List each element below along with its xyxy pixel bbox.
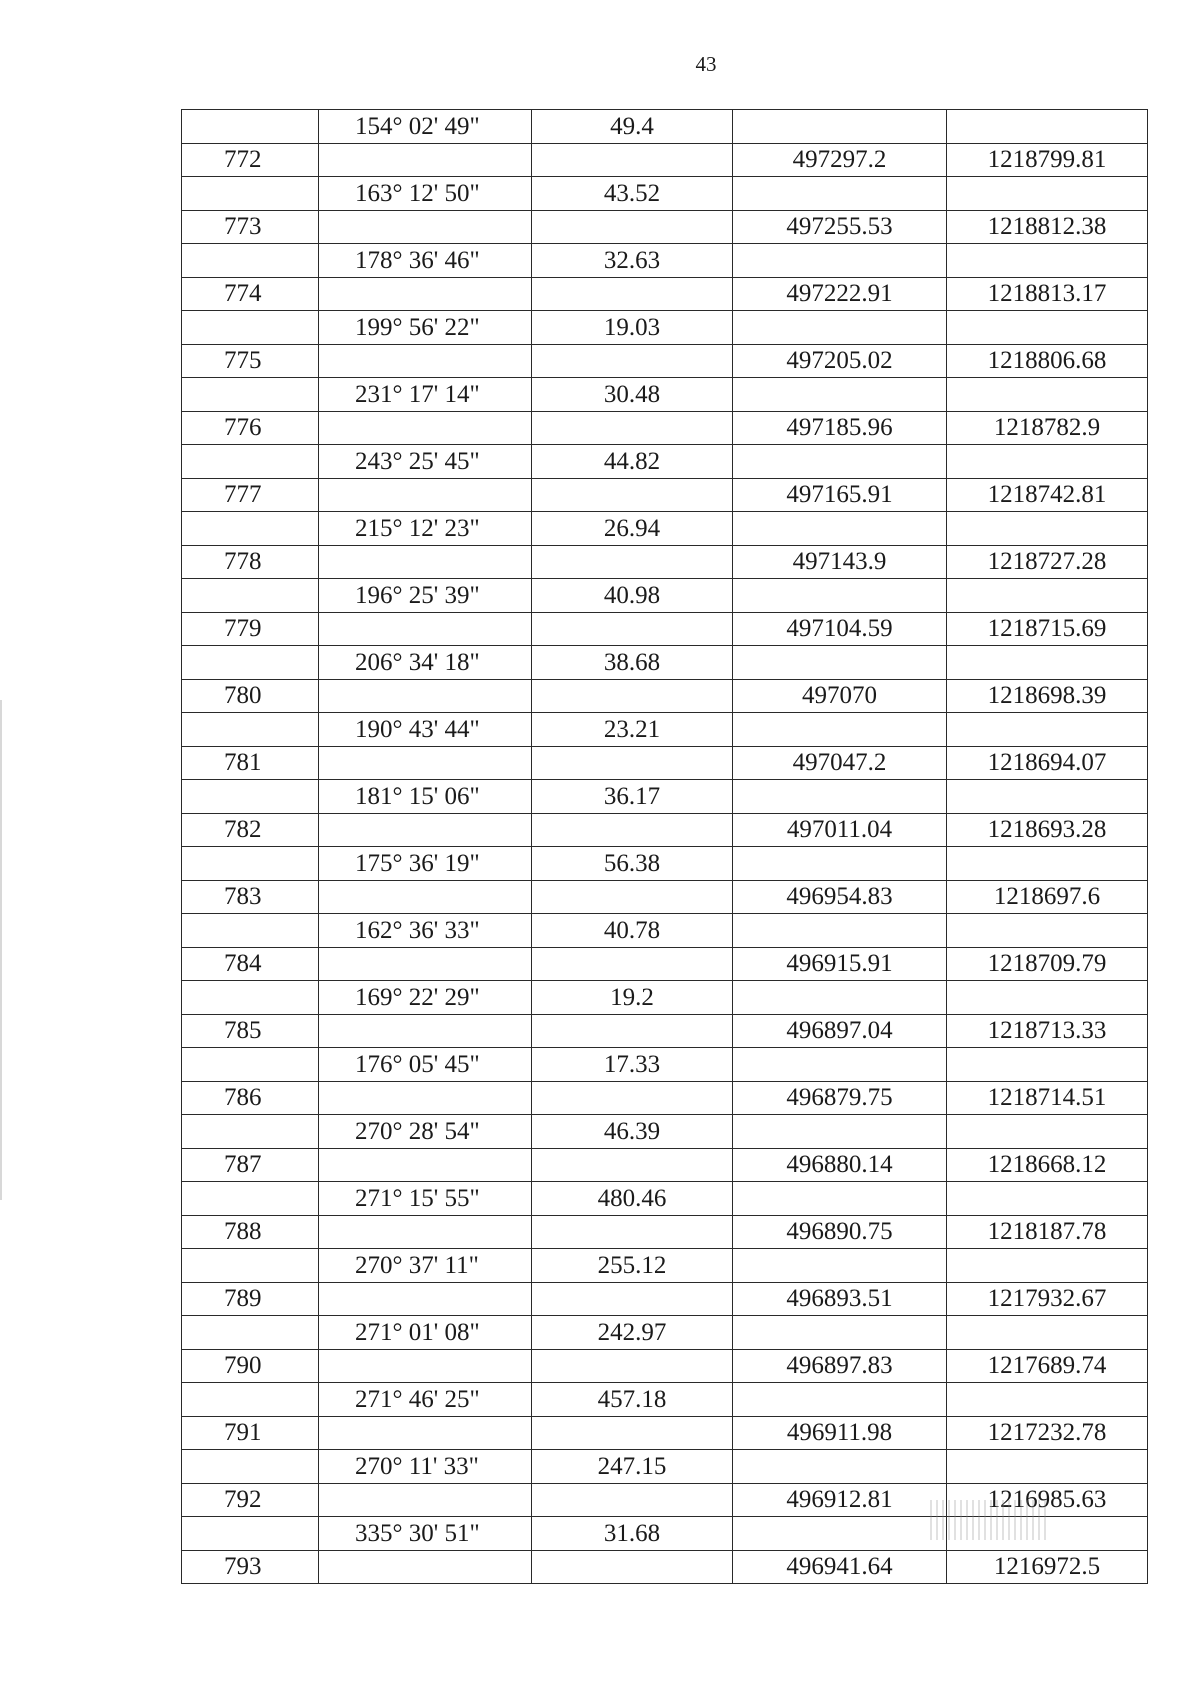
distance-cell: 56.38 — [532, 847, 733, 881]
x-coordinate-cell — [733, 1048, 947, 1082]
distance-cell: 17.33 — [532, 1048, 733, 1082]
bearing-cell — [319, 478, 532, 512]
point-number-cell: 788 — [182, 1215, 319, 1249]
bearing-cell — [319, 210, 532, 244]
x-coordinate-cell — [733, 713, 947, 747]
segment-row — [182, 177, 1148, 211]
point-number-cell — [182, 1249, 319, 1283]
point-row — [182, 1483, 1148, 1517]
bearing-cell — [319, 947, 532, 981]
distance-cell: 40.78 — [532, 914, 733, 948]
y-coordinate-cell: 1218187.78 — [947, 1215, 1148, 1249]
y-coordinate-cell — [947, 1048, 1148, 1082]
point-row — [182, 277, 1148, 311]
y-coordinate-cell — [947, 311, 1148, 345]
page-number: 43 — [695, 52, 717, 76]
point-row — [182, 746, 1148, 780]
bearing-cell: 154° 02' 49" — [319, 110, 532, 144]
point-number-cell: 775 — [182, 344, 319, 378]
distance-cell: 26.94 — [532, 512, 733, 546]
x-coordinate-cell — [733, 847, 947, 881]
point-number-cell — [182, 780, 319, 814]
distance-cell: 23.21 — [532, 713, 733, 747]
distance-cell — [532, 1282, 733, 1316]
y-coordinate-cell: 1217689.74 — [947, 1349, 1148, 1383]
distance-cell — [532, 143, 733, 177]
point-number-cell — [182, 1517, 319, 1551]
y-coordinate-cell: 1218709.79 — [947, 947, 1148, 981]
x-coordinate-cell — [733, 512, 947, 546]
point-number-cell: 780 — [182, 679, 319, 713]
point-row — [182, 947, 1148, 981]
distance-cell — [532, 210, 733, 244]
x-coordinate-cell — [733, 981, 947, 1015]
y-coordinate-cell: 1216972.5 — [947, 1550, 1148, 1584]
point-number-cell — [182, 1182, 319, 1216]
distance-cell — [532, 478, 733, 512]
distance-cell — [532, 947, 733, 981]
distance-cell: 30.48 — [532, 378, 733, 412]
y-coordinate-cell: 1218806.68 — [947, 344, 1148, 378]
point-row — [182, 1550, 1148, 1584]
x-coordinate-cell: 496941.64 — [733, 1550, 947, 1584]
distance-cell — [532, 545, 733, 579]
point-number-cell: 793 — [182, 1550, 319, 1584]
y-coordinate-cell: 1218813.17 — [947, 277, 1148, 311]
x-coordinate-cell — [733, 110, 947, 144]
point-number-cell — [182, 512, 319, 546]
bearing-cell: 178° 36' 46" — [319, 244, 532, 278]
y-coordinate-cell: 1218694.07 — [947, 746, 1148, 780]
segment-row — [182, 713, 1148, 747]
point-number-cell: 792 — [182, 1483, 319, 1517]
bearing-cell: 181° 15' 06" — [319, 780, 532, 814]
coordinates-table — [181, 109, 1148, 1584]
y-coordinate-cell: 1218668.12 — [947, 1148, 1148, 1182]
y-coordinate-cell: 1218698.39 — [947, 679, 1148, 713]
coordinates-table-body — [182, 110, 1148, 1584]
point-number-cell: 790 — [182, 1349, 319, 1383]
y-coordinate-cell — [947, 1383, 1148, 1417]
bearing-cell — [319, 746, 532, 780]
point-number-cell: 782 — [182, 813, 319, 847]
distance-cell — [532, 411, 733, 445]
distance-cell: 46.39 — [532, 1115, 733, 1149]
y-coordinate-cell: 1218782.9 — [947, 411, 1148, 445]
bearing-cell: 190° 43' 44" — [319, 713, 532, 747]
bearing-cell — [319, 1550, 532, 1584]
point-number-cell — [182, 445, 319, 479]
y-coordinate-cell — [947, 1316, 1148, 1350]
segment-row — [182, 646, 1148, 680]
point-row — [182, 478, 1148, 512]
y-coordinate-cell: 1218727.28 — [947, 545, 1148, 579]
distance-cell: 19.2 — [532, 981, 733, 1015]
x-coordinate-cell: 496880.14 — [733, 1148, 947, 1182]
segment-row — [182, 981, 1148, 1015]
x-coordinate-cell — [733, 244, 947, 278]
bearing-cell: 270° 28' 54" — [319, 1115, 532, 1149]
y-coordinate-cell — [947, 579, 1148, 613]
segment-row — [182, 1048, 1148, 1082]
distance-cell: 32.63 — [532, 244, 733, 278]
x-coordinate-cell — [733, 914, 947, 948]
y-coordinate-cell — [947, 378, 1148, 412]
x-coordinate-cell: 496893.51 — [733, 1282, 947, 1316]
point-number-cell — [182, 177, 319, 211]
bearing-cell — [319, 1282, 532, 1316]
segment-row — [182, 1249, 1148, 1283]
distance-cell — [532, 1081, 733, 1115]
point-number-cell: 774 — [182, 277, 319, 311]
point-number-cell — [182, 1316, 319, 1350]
bearing-cell: 162° 36' 33" — [319, 914, 532, 948]
distance-cell — [532, 1148, 733, 1182]
x-coordinate-cell — [733, 1316, 947, 1350]
x-coordinate-cell: 497205.02 — [733, 344, 947, 378]
x-coordinate-cell: 497011.04 — [733, 813, 947, 847]
bearing-cell — [319, 344, 532, 378]
point-number-cell — [182, 579, 319, 613]
point-number-cell: 783 — [182, 880, 319, 914]
point-number-cell: 786 — [182, 1081, 319, 1115]
y-coordinate-cell — [947, 177, 1148, 211]
distance-cell — [532, 344, 733, 378]
bearing-cell: 169° 22' 29" — [319, 981, 532, 1015]
y-coordinate-cell: 1218714.51 — [947, 1081, 1148, 1115]
x-coordinate-cell: 496954.83 — [733, 880, 947, 914]
point-number-cell — [182, 1048, 319, 1082]
distance-cell: 40.98 — [532, 579, 733, 613]
point-number-cell: 785 — [182, 1014, 319, 1048]
distance-cell — [532, 1014, 733, 1048]
x-coordinate-cell: 496897.83 — [733, 1349, 947, 1383]
distance-cell: 242.97 — [532, 1316, 733, 1350]
distance-cell: 480.46 — [532, 1182, 733, 1216]
point-row — [182, 1349, 1148, 1383]
point-number-cell — [182, 713, 319, 747]
y-coordinate-cell — [947, 847, 1148, 881]
point-number-cell: 777 — [182, 478, 319, 512]
point-row — [182, 545, 1148, 579]
x-coordinate-cell: 497070 — [733, 679, 947, 713]
bearing-cell: 243° 25' 45" — [319, 445, 532, 479]
segment-row — [182, 1383, 1148, 1417]
point-number-cell — [182, 311, 319, 345]
distance-cell — [532, 277, 733, 311]
point-number-cell: 781 — [182, 746, 319, 780]
y-coordinate-cell — [947, 1517, 1148, 1551]
segment-row — [182, 1182, 1148, 1216]
bearing-cell: 231° 17' 14" — [319, 378, 532, 412]
y-coordinate-cell — [947, 1182, 1148, 1216]
segment-row — [182, 579, 1148, 613]
segment-row — [182, 847, 1148, 881]
bearing-cell — [319, 1483, 532, 1517]
bearing-cell: 271° 46' 25" — [319, 1383, 532, 1417]
point-number-cell: 778 — [182, 545, 319, 579]
x-coordinate-cell: 497104.59 — [733, 612, 947, 646]
x-coordinate-cell — [733, 1182, 947, 1216]
point-number-cell: 776 — [182, 411, 319, 445]
bearing-cell — [319, 1081, 532, 1115]
distance-cell — [532, 1215, 733, 1249]
y-coordinate-cell: 1218693.28 — [947, 813, 1148, 847]
point-row — [182, 1081, 1148, 1115]
x-coordinate-cell — [733, 177, 947, 211]
point-number-cell — [182, 110, 319, 144]
bearing-cell: 199° 56' 22" — [319, 311, 532, 345]
bearing-cell: 335° 30' 51" — [319, 1517, 532, 1551]
x-coordinate-cell: 496879.75 — [733, 1081, 947, 1115]
bearing-cell — [319, 1148, 532, 1182]
segment-row — [182, 780, 1148, 814]
distance-cell — [532, 880, 733, 914]
point-number-cell — [182, 378, 319, 412]
bearing-cell — [319, 880, 532, 914]
y-coordinate-cell — [947, 1115, 1148, 1149]
point-number-cell: 787 — [182, 1148, 319, 1182]
distance-cell — [532, 1349, 733, 1383]
bearing-cell: 196° 25' 39" — [319, 579, 532, 613]
y-coordinate-cell — [947, 512, 1148, 546]
bearing-cell: 215° 12' 23" — [319, 512, 532, 546]
y-coordinate-cell: 1217932.67 — [947, 1282, 1148, 1316]
point-row — [182, 143, 1148, 177]
point-number-cell — [182, 847, 319, 881]
point-row — [182, 411, 1148, 445]
point-number-cell: 773 — [182, 210, 319, 244]
point-number-cell: 789 — [182, 1282, 319, 1316]
y-coordinate-cell — [947, 914, 1148, 948]
segment-row — [182, 914, 1148, 948]
x-coordinate-cell — [733, 1450, 947, 1484]
point-row — [182, 880, 1148, 914]
distance-cell — [532, 746, 733, 780]
y-coordinate-cell: 1217232.78 — [947, 1416, 1148, 1450]
x-coordinate-cell — [733, 445, 947, 479]
x-coordinate-cell: 496911.98 — [733, 1416, 947, 1450]
point-number-cell — [182, 1450, 319, 1484]
point-number-cell: 791 — [182, 1416, 319, 1450]
x-coordinate-cell — [733, 1383, 947, 1417]
point-row — [182, 1416, 1148, 1450]
point-number-cell: 779 — [182, 612, 319, 646]
y-coordinate-cell: 1218812.38 — [947, 210, 1148, 244]
point-number-cell — [182, 646, 319, 680]
x-coordinate-cell: 497143.9 — [733, 545, 947, 579]
segment-row — [182, 110, 1148, 144]
segment-row — [182, 311, 1148, 345]
point-number-cell: 772 — [182, 143, 319, 177]
distance-cell — [532, 1483, 733, 1517]
y-coordinate-cell — [947, 110, 1148, 144]
segment-row — [182, 1316, 1148, 1350]
point-row — [182, 679, 1148, 713]
segment-row — [182, 445, 1148, 479]
x-coordinate-cell: 497047.2 — [733, 746, 947, 780]
x-coordinate-cell — [733, 579, 947, 613]
bearing-cell — [319, 1215, 532, 1249]
y-coordinate-cell: 1218742.81 — [947, 478, 1148, 512]
y-coordinate-cell — [947, 244, 1148, 278]
y-coordinate-cell: 1218697.6 — [947, 880, 1148, 914]
distance-cell: 255.12 — [532, 1249, 733, 1283]
bearing-cell: 175° 36' 19" — [319, 847, 532, 881]
x-coordinate-cell — [733, 378, 947, 412]
scan-edge — [0, 700, 2, 1200]
distance-cell: 43.52 — [532, 177, 733, 211]
distance-cell: 247.15 — [532, 1450, 733, 1484]
bearing-cell: 270° 37' 11" — [319, 1249, 532, 1283]
x-coordinate-cell — [733, 1517, 947, 1551]
x-coordinate-cell — [733, 1249, 947, 1283]
segment-row — [182, 1517, 1148, 1551]
distance-cell: 49.4 — [532, 110, 733, 144]
point-row — [182, 344, 1148, 378]
point-row — [182, 813, 1148, 847]
bearing-cell — [319, 1014, 532, 1048]
bearing-cell: 163° 12' 50" — [319, 177, 532, 211]
point-row — [182, 210, 1148, 244]
segment-row — [182, 378, 1148, 412]
x-coordinate-cell: 496897.04 — [733, 1014, 947, 1048]
bearing-cell — [319, 679, 532, 713]
x-coordinate-cell: 496890.75 — [733, 1215, 947, 1249]
x-coordinate-cell: 497222.91 — [733, 277, 947, 311]
bearing-cell — [319, 612, 532, 646]
y-coordinate-cell — [947, 981, 1148, 1015]
point-number-cell — [182, 914, 319, 948]
bearing-cell: 176° 05' 45" — [319, 1048, 532, 1082]
y-coordinate-cell — [947, 1249, 1148, 1283]
bearing-cell — [319, 813, 532, 847]
bearing-cell: 271° 15' 55" — [319, 1182, 532, 1216]
x-coordinate-cell: 497255.53 — [733, 210, 947, 244]
point-number-cell — [182, 244, 319, 278]
distance-cell: 457.18 — [532, 1383, 733, 1417]
point-row — [182, 1014, 1148, 1048]
segment-row — [182, 1450, 1148, 1484]
y-coordinate-cell — [947, 713, 1148, 747]
y-coordinate-cell — [947, 780, 1148, 814]
x-coordinate-cell: 497185.96 — [733, 411, 947, 445]
distance-cell — [532, 1416, 733, 1450]
segment-row — [182, 1115, 1148, 1149]
y-coordinate-cell: 1218713.33 — [947, 1014, 1148, 1048]
distance-cell — [532, 679, 733, 713]
bearing-cell: 271° 01' 08" — [319, 1316, 532, 1350]
distance-cell — [532, 813, 733, 847]
distance-cell: 44.82 — [532, 445, 733, 479]
y-coordinate-cell: 1218799.81 — [947, 143, 1148, 177]
bearing-cell — [319, 411, 532, 445]
x-coordinate-cell — [733, 646, 947, 680]
bearing-cell: 270° 11' 33" — [319, 1450, 532, 1484]
x-coordinate-cell: 497165.91 — [733, 478, 947, 512]
segment-row — [182, 512, 1148, 546]
y-coordinate-cell: 1218715.69 — [947, 612, 1148, 646]
y-coordinate-cell: 1216985.63 — [947, 1483, 1148, 1517]
distance-cell: 31.68 — [532, 1517, 733, 1551]
y-coordinate-cell — [947, 445, 1148, 479]
y-coordinate-cell — [947, 1450, 1148, 1484]
distance-cell — [532, 1550, 733, 1584]
x-coordinate-cell — [733, 780, 947, 814]
bearing-cell — [319, 1349, 532, 1383]
x-coordinate-cell — [733, 1115, 947, 1149]
distance-cell — [532, 612, 733, 646]
x-coordinate-cell — [733, 311, 947, 345]
point-number-cell — [182, 981, 319, 1015]
distance-cell: 36.17 — [532, 780, 733, 814]
x-coordinate-cell: 496912.81 — [733, 1483, 947, 1517]
y-coordinate-cell — [947, 646, 1148, 680]
point-number-cell — [182, 1383, 319, 1417]
bearing-cell: 206° 34' 18" — [319, 646, 532, 680]
point-row — [182, 1282, 1148, 1316]
point-row — [182, 1215, 1148, 1249]
point-row — [182, 1148, 1148, 1182]
segment-row — [182, 244, 1148, 278]
distance-cell: 19.03 — [532, 311, 733, 345]
distance-cell: 38.68 — [532, 646, 733, 680]
x-coordinate-cell: 497297.2 — [733, 143, 947, 177]
point-row — [182, 612, 1148, 646]
bearing-cell — [319, 545, 532, 579]
bearing-cell — [319, 1416, 532, 1450]
x-coordinate-cell: 496915.91 — [733, 947, 947, 981]
bearing-cell — [319, 143, 532, 177]
bearing-cell — [319, 277, 532, 311]
point-number-cell: 784 — [182, 947, 319, 981]
point-number-cell — [182, 1115, 319, 1149]
